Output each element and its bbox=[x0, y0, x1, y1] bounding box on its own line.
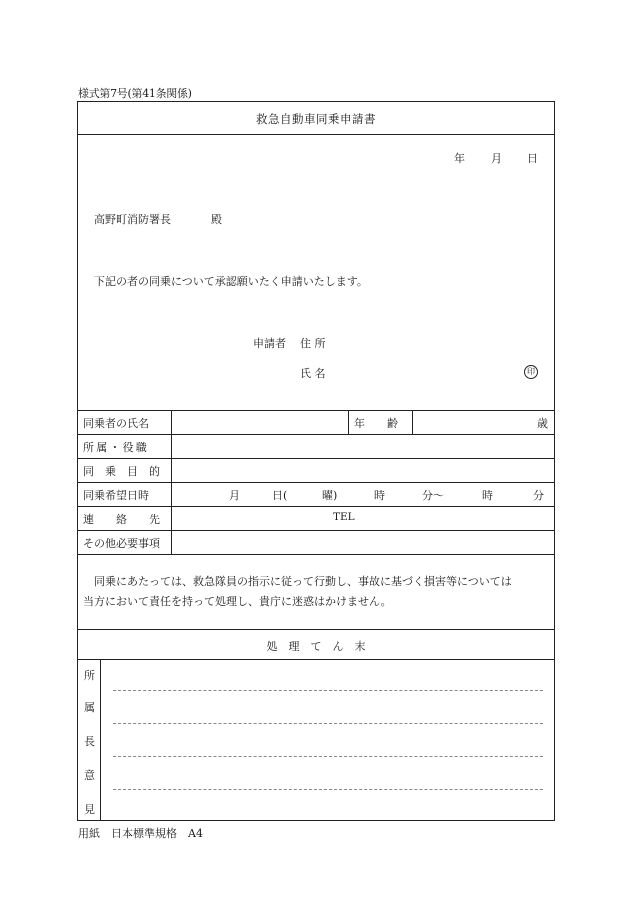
datetime-weekday: 曜) bbox=[322, 489, 338, 502]
divider bbox=[78, 554, 554, 555]
side-char: 所 bbox=[84, 669, 95, 682]
age-divider-left bbox=[348, 410, 349, 434]
divider bbox=[78, 629, 554, 630]
divider bbox=[78, 659, 554, 660]
writing-line bbox=[113, 723, 543, 724]
age-divider-right bbox=[412, 410, 413, 434]
datetime-hour-2: 時 bbox=[482, 489, 493, 502]
form-number-label: 様式第7号(第41条関係) bbox=[78, 87, 192, 100]
date-day-label: 日 bbox=[527, 152, 538, 165]
divider bbox=[78, 482, 554, 483]
divider bbox=[78, 434, 554, 435]
seal-mark: 印 bbox=[524, 365, 538, 379]
age-label: 年 齢 bbox=[354, 417, 398, 430]
date-year-label: 年 bbox=[454, 152, 465, 165]
side-char: 長 bbox=[84, 735, 95, 748]
applicant-name-label: 氏 名 bbox=[300, 367, 326, 380]
divider bbox=[78, 134, 554, 135]
datetime-hour: 時 bbox=[374, 489, 385, 502]
datetime-label: 同乗希望日時 bbox=[83, 489, 149, 502]
paper-size-note: 用紙 日本標準規格 A4 bbox=[78, 827, 203, 840]
tel-label: TEL bbox=[333, 511, 355, 523]
datetime-minute-to: 分 bbox=[533, 489, 544, 502]
writing-line bbox=[113, 690, 543, 691]
affiliation-label: 所属・役職 bbox=[83, 441, 149, 454]
addressee-honorific: 殿 bbox=[211, 213, 222, 226]
age-unit: 歳 bbox=[537, 417, 548, 430]
writing-line bbox=[113, 789, 543, 790]
purpose-label: 同 乗 目 的 bbox=[83, 465, 160, 478]
applicant-label: 申請者 bbox=[253, 337, 286, 350]
processing-title: 処 理 て ん 末 bbox=[266, 640, 366, 653]
divider bbox=[78, 530, 554, 531]
contact-label: 連 絡 先 bbox=[83, 513, 160, 526]
datetime-minute-from: 分～ bbox=[422, 489, 444, 502]
side-column-divider bbox=[100, 659, 101, 821]
writing-line bbox=[113, 756, 543, 757]
application-form bbox=[77, 101, 555, 821]
divider bbox=[78, 506, 554, 507]
pledge-line-2: 当方において責任を持って処理し、貴庁に迷惑はかけません。 bbox=[83, 595, 392, 608]
other-items-label: その他必要事項 bbox=[83, 537, 160, 550]
date-month-label: 月 bbox=[491, 152, 502, 165]
divider bbox=[78, 410, 554, 411]
label-column-divider bbox=[171, 410, 172, 554]
divider bbox=[78, 458, 554, 459]
datetime-day: 日( bbox=[272, 489, 288, 502]
addressee-office: 高野町消防署長 bbox=[94, 213, 171, 226]
companion-name-label: 同乗者の氏名 bbox=[83, 417, 149, 430]
pledge-line-1: 同乗にあたっては、救急隊員の指示に従って行動し、事故に基づく損害等については bbox=[94, 575, 512, 588]
datetime-month: 月 bbox=[229, 489, 240, 502]
form-title: 救急自動車同乗申請書 bbox=[256, 112, 376, 126]
side-char: 見 bbox=[84, 803, 95, 816]
applicant-address-label: 住 所 bbox=[300, 337, 326, 350]
side-char: 属 bbox=[84, 701, 95, 714]
side-char: 意 bbox=[84, 769, 95, 782]
request-text: 下記の者の同乗について承認願いたく申請いたします。 bbox=[94, 275, 368, 288]
